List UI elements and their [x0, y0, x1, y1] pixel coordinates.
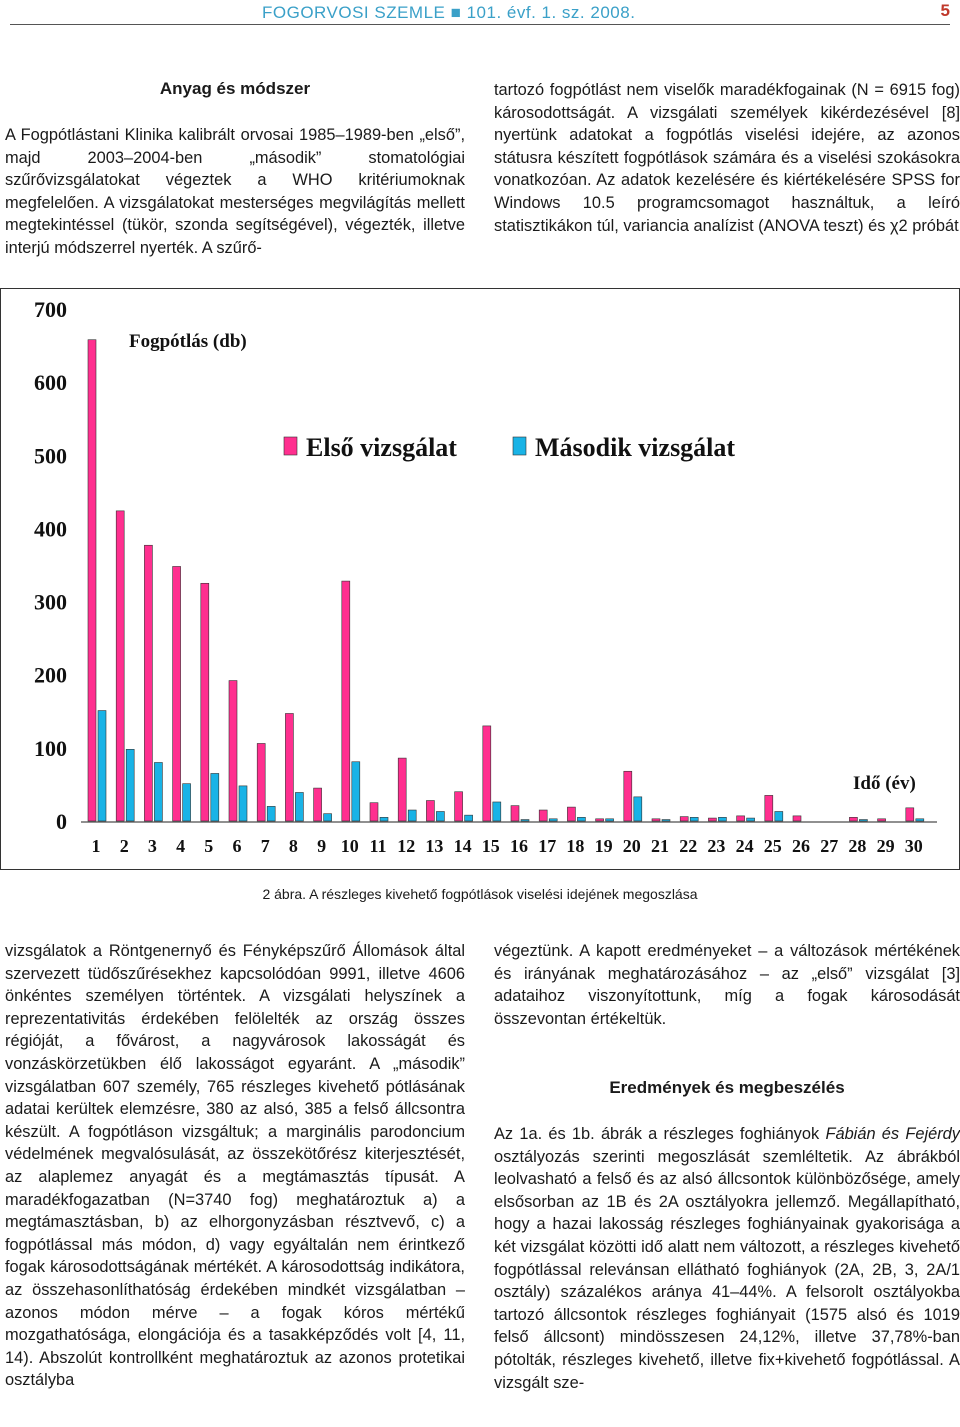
x-tick-label: 13 — [425, 836, 444, 856]
x-axis-label: Idő (év) — [853, 773, 916, 794]
y-tick-label: 0 — [56, 809, 67, 834]
x-tick-label: 3 — [147, 836, 157, 856]
figure-caption: 2 ábra. A részleges kivehető fogpótlások viselési idejének megoszlása — [262, 886, 698, 902]
bar-second-4 — [183, 784, 191, 821]
legend-label-second: Második vizsgálat — [535, 433, 736, 462]
x-tick-label: 9 — [317, 836, 327, 856]
bar-first-23 — [708, 818, 716, 821]
bar-first-30 — [906, 808, 914, 821]
bar-first-17 — [539, 810, 547, 821]
x-tick-label: 29 — [876, 836, 895, 856]
method-paragraph-continued — [494, 79, 960, 237]
results-paragraph — [494, 1123, 960, 1394]
method-paragraph — [5, 124, 465, 260]
body-text-right-paragraph: végeztünk. A kapott eredményeket – a változások mértékének és irányának meghatározásához – az „első” vizsgálat [3] adataihoz viszonyítottunk, míg a fogak károsodását összevontan értékeltük. — [494, 942, 960, 1028]
x-tick-label: 19 — [594, 836, 613, 856]
bar-second-17 — [549, 819, 557, 821]
bar-chart — [1, 289, 959, 869]
legend-label-first: Első vizsgálat — [306, 433, 457, 462]
bar-first-25 — [765, 795, 773, 821]
legend-swatch-first — [284, 437, 297, 455]
bar-second-7 — [267, 806, 275, 821]
results-text-start: Az 1a. és 1b. ábrák a részleges foghiányok — [494, 1125, 826, 1143]
bar-first-10 — [342, 581, 350, 821]
bar-first-7 — [257, 743, 265, 821]
method-text: A Fogpótlástani Klinika kalibrált orvosai 1985–1989-ben „első”, majd 2003–2004-ben „második” stomatológiai szűrővizsgálatokat végeztek a WHO kritériumoknak megfelelően. A vizsgálatokat mesterséges megvilágítás mellett megtekintéssel (tükör, szonda segítségével), végezték, illetve interjú módszerrel nyerték. A szűrő- — [5, 126, 465, 257]
bar-second-12 — [408, 810, 416, 821]
x-tick-label: 27 — [820, 836, 839, 856]
bar-first-15 — [483, 726, 491, 821]
bar-second-15 — [493, 802, 501, 821]
bar-second-25 — [775, 811, 783, 821]
x-tick-label: 18 — [566, 836, 585, 856]
page-number: 5 — [940, 1, 950, 20]
y-tick-label: 100 — [34, 735, 67, 761]
y-tick-label: 200 — [34, 662, 67, 688]
bar-first-9 — [314, 788, 322, 821]
bar-first-4 — [173, 566, 181, 821]
bar-first-11 — [370, 803, 378, 821]
bar-first-26 — [793, 816, 801, 821]
bar-second-6 — [239, 786, 247, 821]
section-heading-method: Anyag és módszer — [159, 79, 311, 98]
bar-first-24 — [737, 816, 745, 821]
results-authors: Fábián és Fejérdy — [825, 1125, 960, 1143]
x-tick-label: 4 — [176, 836, 186, 856]
x-tick-label: 20 — [622, 836, 641, 856]
x-tick-label: 7 — [260, 836, 270, 856]
body-text-left-paragraph: vizsgálatok a Röntgenernyő és Fényképszűrő Állomások által szervezett tüdőszűrésekhez kapcsolódóan 9991, illetve 4606 önkéntes személyen történtek. A vizsgálati helyszínek a reprezentativitás érdekében felölelték az ország összes régióját, a fővárost, a nagyvárosok lakosságát és vonzáskörzetükben élő lakosságot egyaránt. A „második” vizsgálatban 607 személy, 765 részleges kivehető pótlásának adatai kerültek elemzésre, 380 az alsó, 385 a felső állcsontra készült. A fogpótláson vizsgáltuk; a marginális parodoncium védelmének megvalósulását, az összekötőrész kiterjesztését, az alaplemez anyagát és a megtámasztás típusát. A maradékfogazatban (N=3740 fog) meghatároztuk a) a megtámasztásban, b) az elhorgonyzásban résztvevő, c) a fogpótlással más módon, d) vagy egyáltalán nem érintkező fogak károsodottságának mértékét. A károsodottság indikátora, az összehasonlíthatóság érdekében mindkét vizsgálatban – azonos módon mérve – a fogak kóros mértékű mozgathatósága, elongációja és a tasakképződés volt [4, 11, 14). Abszolút kontrollként meghatároztuk az azonos protetikai osztályba — [5, 942, 465, 1390]
x-tick-label: 22 — [679, 836, 698, 856]
bar-second-21 — [662, 820, 670, 821]
x-tick-label: 25 — [763, 836, 782, 856]
x-tick-label: 11 — [369, 836, 387, 856]
x-tick-label: 12 — [397, 836, 416, 856]
bar-first-29 — [878, 819, 886, 821]
x-tick-label: 17 — [538, 836, 557, 856]
bar-second-13 — [436, 811, 444, 821]
bar-first-20 — [624, 771, 632, 821]
bar-first-8 — [285, 713, 293, 821]
x-tick-label: 1 — [91, 836, 101, 856]
x-tick-label: 15 — [481, 836, 500, 856]
bar-second-14 — [465, 815, 473, 821]
x-tick-label: 24 — [735, 836, 754, 856]
bar-second-22 — [690, 817, 698, 821]
chart-title: Fogpótlás (db) — [129, 331, 247, 352]
journal-title: FOGORVOSI SZEMLE ■ 101. évf. 1. sz. 2008. — [262, 3, 636, 22]
bar-second-3 — [154, 762, 162, 821]
bar-second-1 — [98, 711, 106, 821]
x-tick-label: 10 — [340, 836, 359, 856]
bar-first-22 — [680, 817, 688, 821]
body-text-left — [5, 940, 465, 1392]
bar-first-3 — [144, 545, 152, 821]
section-heading-results: Eredmények és megbeszélés — [609, 1078, 845, 1097]
y-tick-label: 300 — [34, 589, 67, 615]
bar-first-19 — [596, 819, 604, 821]
bar-second-16 — [521, 820, 529, 821]
x-tick-label: 23 — [707, 836, 726, 856]
x-tick-label: 16 — [510, 836, 528, 856]
body-text-right — [494, 940, 960, 1030]
bar-second-20 — [634, 797, 642, 821]
bar-second-8 — [295, 792, 303, 821]
x-tick-label: 21 — [651, 836, 669, 856]
x-tick-label: 26 — [792, 836, 810, 856]
bar-first-6 — [229, 681, 237, 821]
bar-second-10 — [352, 762, 360, 821]
legend-swatch-second — [513, 437, 526, 455]
bar-second-24 — [747, 818, 755, 821]
header-rule — [10, 24, 950, 25]
bar-second-18 — [577, 817, 585, 821]
bar-first-13 — [426, 801, 434, 821]
bar-second-11 — [380, 817, 388, 821]
x-tick-label: 14 — [453, 836, 472, 856]
x-tick-label: 28 — [848, 836, 867, 856]
y-tick-label: 700 — [34, 297, 67, 322]
bar-first-28 — [849, 817, 857, 821]
results-text-end: osztályozás szerinti megoszlását szemléltetik. Az ábrákból leolvasható a felső és az alsó állcsontok különbözősége, amely elsősorban az 1B és 2A osztályokra jellemző. Megállapítható, hogy a hazai lakosság részleges foghiányainak gyakorisága a két vizsgálat közötti idő alatt nem változott, a részleges kivehető fogpótlással relevánsan ellátható foghiányok (2A, 2B, 3, 2A/1 osztály) százalékos aránya 41–44%. A felsorolt osztályokba tartozó állcsontok részleges foghiányait (1575 alsó és 1019 felső állcsont) mindösszesen 24,12%, illetve 37,78%-ban pótolták, részleges kivehető, illetve fix+kivehető fogpótlással. A vizsgált sze- — [494, 1147, 960, 1392]
y-tick-label: 500 — [34, 443, 67, 469]
bar-second-19 — [606, 819, 614, 821]
x-tick-label: 30 — [904, 836, 923, 856]
bar-first-5 — [201, 583, 209, 821]
bar-second-9 — [324, 814, 332, 821]
bar-second-23 — [718, 817, 726, 821]
bar-first-1 — [88, 340, 96, 821]
x-tick-label: 6 — [232, 836, 242, 856]
figure-chart — [0, 288, 960, 870]
bar-second-5 — [211, 773, 219, 821]
bar-first-2 — [116, 511, 124, 821]
bar-first-12 — [398, 758, 406, 821]
x-tick-label: 2 — [119, 836, 129, 856]
x-tick-label: 8 — [288, 836, 298, 856]
method-text-continued: tartozó fogpótlást nem viselők maradékfogainak (N = 6915 fog) károsodottságát. A vizsgálati személyek kikérdezésével [8] nyertünk adatokat a fogpótlás viselési idejére, az azonos státusra készített fogpótlások számára és a viselési szokásokra vonatkozóan. Az adatok kezelésére és kiértékelésére SPSS for Windows 10.5 programcsomagot használtuk, a leíró statisztikákon túl, variancia analízist (ANOVA teszt) és χ2 próbát — [494, 81, 960, 235]
bar-second-28 — [859, 820, 867, 821]
x-tick-label: 5 — [204, 836, 214, 856]
bar-first-21 — [652, 819, 660, 821]
bar-first-18 — [567, 807, 575, 821]
bar-second-2 — [126, 749, 134, 821]
bar-second-30 — [916, 819, 924, 821]
results-text — [494, 1123, 960, 1394]
page-header — [0, 0, 960, 30]
y-tick-label: 400 — [34, 516, 67, 542]
bar-first-14 — [455, 792, 463, 821]
bar-first-16 — [511, 806, 519, 821]
y-tick-label: 600 — [34, 370, 67, 396]
